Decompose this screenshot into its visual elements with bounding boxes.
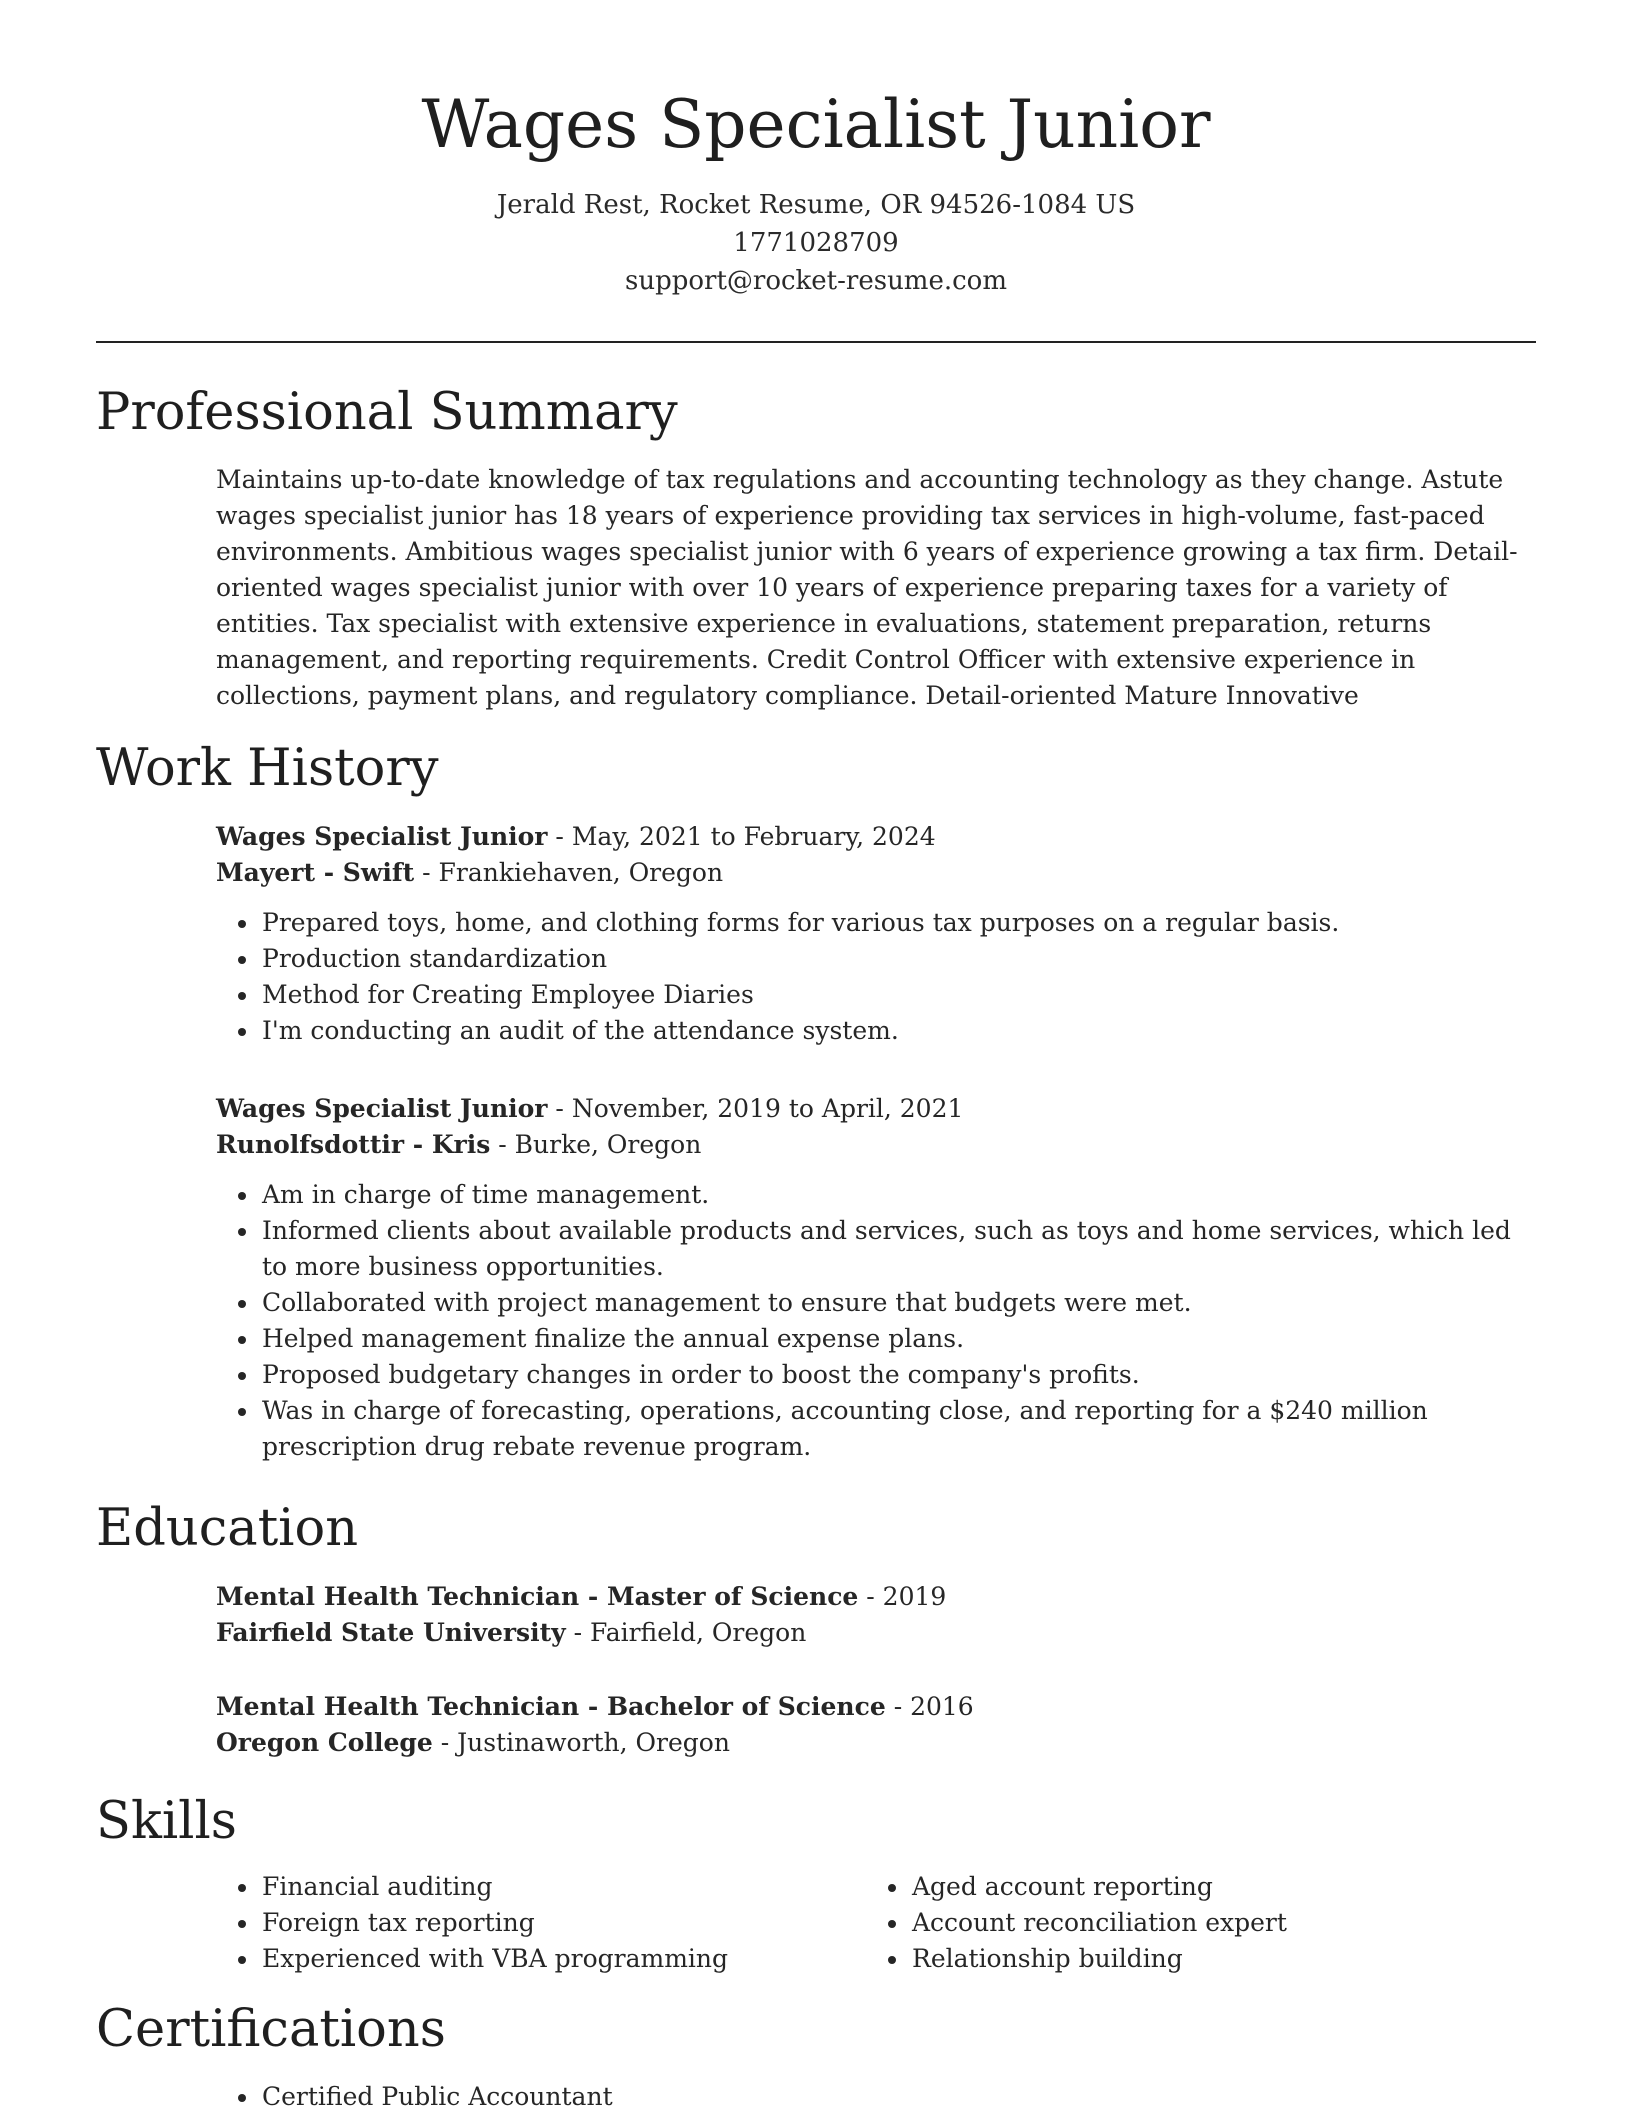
summary-text: Maintains up-to-date knowledge of tax regulations and accounting technology as they change. Astute wages specialist junior has 18 years of experience providing tax services in high-volume, fast-paced environments. Ambitious wages specialist junior with 6 years of experience growing a tax firm. Detail-oriented wages specialist junior with over 10 years of experience preparing taxes for a variety of entities. Tax specialist with extensive experience in evaluations, statement preparation, returns management, and reporting requirements. Credit Control Officer with extensive experience in collections, payment plans, and regulatory compliance. Detail-oriented Mature Innovative (216, 465, 1518, 710)
candidate-name: Wages Specialist Junior (421, 86, 1211, 163)
skills-list-left (216, 1869, 866, 1977)
job-company-line (216, 855, 1536, 891)
degree: Mental Health Technician - Master of Science (216, 1582, 859, 1611)
job-dates: - May, 2021 to February, 2024 (547, 822, 936, 851)
phone: 1771028709 (733, 228, 899, 258)
certifications-heading: Certifications (96, 2000, 446, 2059)
job-dates: - November, 2019 to April, 2021 (547, 1094, 964, 1123)
job-entry (216, 1091, 1536, 1465)
job-bullet: • Proposed budgetary changes in order to boost the company's profits. (260, 1357, 1536, 1393)
school: Oregon College (216, 1728, 433, 1757)
skill-item: • Foreign tax reporting (260, 1905, 866, 1941)
school: Fairfield State University (216, 1618, 566, 1647)
summary-section (216, 462, 1536, 714)
skills-section (216, 1869, 1536, 1977)
degree-line (216, 1579, 1536, 1615)
email: support@rocket-resume.com (624, 266, 1007, 296)
education-heading: Education (96, 1499, 359, 1558)
job-location: - Burke, Oregon (490, 1130, 702, 1159)
skill-item: • Experienced with VBA programming (260, 1941, 866, 1977)
header-divider (96, 341, 1536, 343)
job-location: - Frankiehaven, Oregon (414, 858, 724, 887)
address: Jerald Rest, Rocket Resume, OR 94526-1084 US (496, 190, 1136, 220)
job-title-line (216, 1091, 1536, 1127)
summary-heading: Professional Summary (96, 383, 678, 442)
job-entry (216, 819, 1536, 1049)
skills-heading: Skills (96, 1792, 237, 1851)
job-role: Wages Specialist Junior (216, 822, 548, 851)
job-bullet: • Collaborated with project management to ensure that budgets were met. (260, 1285, 1536, 1321)
education-entry (216, 1579, 1536, 1651)
skills-list-right (866, 1869, 1516, 1977)
contact-info (0, 186, 1632, 300)
job-bullet: • Helped management finalize the annual expense plans. (260, 1321, 1536, 1357)
education-entry (216, 1689, 1536, 1761)
skill-item: • Financial auditing (260, 1869, 866, 1905)
job-title-line (216, 819, 1536, 855)
certifications-list (216, 2079, 1536, 2115)
graduation-year: - 2019 (858, 1582, 947, 1611)
job-bullets (216, 1177, 1536, 1465)
job-bullet: • Production standardization (260, 941, 1536, 977)
job-bullets (216, 905, 1536, 1049)
job-bullet: • Am in charge of time management. (260, 1177, 1536, 1213)
resume-header (0, 80, 1632, 300)
skill-item: • Aged account reporting (910, 1869, 1516, 1905)
job-bullet: • Prepared toys, home, and clothing forms for various tax purposes on a regular basis. (260, 905, 1536, 941)
job-company: Runolfsdottir - Kris (216, 1130, 491, 1159)
graduation-year: - 2016 (885, 1692, 974, 1721)
skill-item: • Relationship building (910, 1941, 1516, 1977)
school-line (216, 1615, 1536, 1651)
certifications-section (216, 2079, 1536, 2115)
skill-item: • Account reconciliation expert (910, 1905, 1516, 1941)
job-bullet: • Method for Creating Employee Diaries (260, 977, 1536, 1013)
school-location: - Fairfield, Oregon (565, 1618, 807, 1647)
job-bullet: • I'm conducting an audit of the attendance system. (260, 1013, 1536, 1049)
degree: Mental Health Technician - Bachelor of Science (216, 1692, 886, 1721)
school-location: - Justinaworth, Oregon (432, 1728, 730, 1757)
job-company: Mayert - Swift (216, 858, 415, 887)
degree-line (216, 1689, 1536, 1725)
school-line (216, 1725, 1536, 1761)
job-role: Wages Specialist Junior (216, 1094, 548, 1123)
work-history-heading: Work History (96, 739, 439, 798)
certification-item: • Certified Public Accountant (260, 2079, 1536, 2115)
job-bullet: • Was in charge of forecasting, operations, accounting close, and reporting for a $240 million prescription drug rebate revenue program. (260, 1393, 1536, 1465)
job-company-line (216, 1127, 1536, 1163)
job-bullet: • Informed clients about available products and services, such as toys and home services, which led to more business opportunities. (260, 1213, 1536, 1285)
